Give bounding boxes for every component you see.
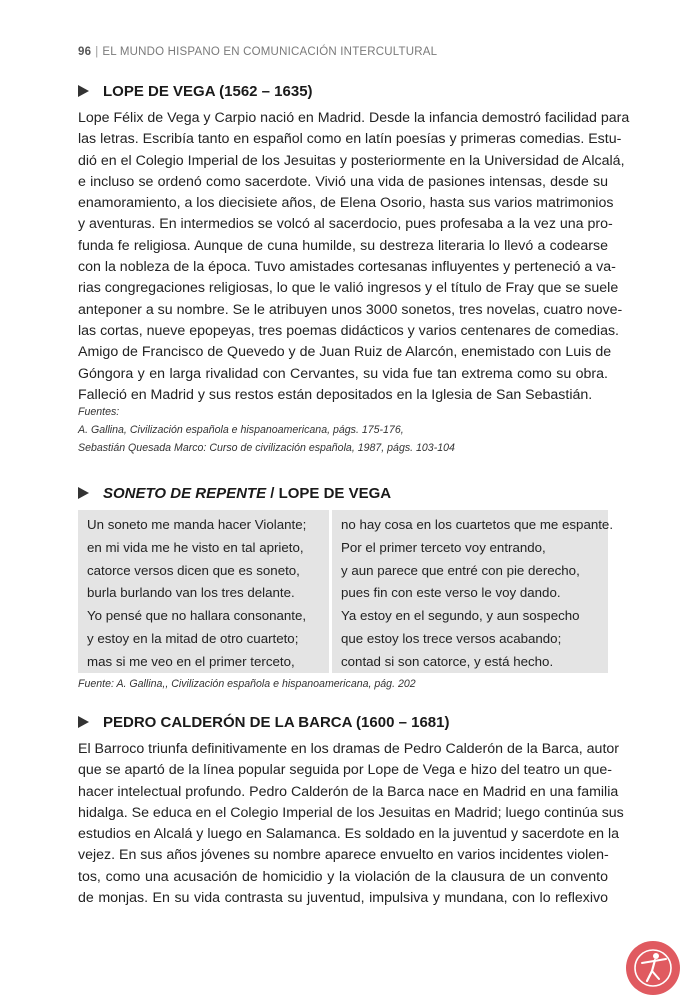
verse: en mi vida me he visto en tal aprieto, — [87, 539, 304, 555]
section-title-lope-de-vega — [78, 83, 313, 100]
poem-title: SONETO DE REPENTE — [103, 485, 267, 502]
text-line: las letras. Escribía tanto en español como en latín poesías y primeras comedias. Estu- — [78, 131, 622, 148]
verse: Un soneto me manda hacer Violante; — [87, 517, 307, 532]
verse: y aun parece que entré con pie derecho, — [341, 562, 580, 578]
poem-author: / LOPE DE VEGA — [266, 485, 392, 502]
text-line: Amigo de Francisco de Quevedo y de Juan Ruiz de Alarcón, enemistado con Luis de — [78, 344, 612, 361]
verse: Por el primer terceto voy entrando, — [341, 539, 546, 555]
source-entry: A. Gallina, Civilización española e hispanoamericana, págs. 175-176, — [78, 424, 404, 436]
verse: Yo pensé que no hallara consonante, — [87, 608, 307, 624]
triangle-bullet-icon — [78, 716, 89, 728]
text-line: con la nobleza de la época. Tuvo amistades cortesanas influyentes y perteneció a va- — [78, 259, 616, 276]
text-line: dió en el Colegio Imperial de los Jesuitas y posteriormente en la Universidad de Alcalá, — [78, 152, 625, 169]
text-line: Lope Félix de Vega y Carpio nació en Madrid. Desde la infancia demostró facilidad para — [78, 110, 630, 126]
section-title-soneto — [78, 485, 391, 502]
poem-source: Fuente: A. Gallina,, Civilización española e hispanoamericana, pág. 202 — [78, 678, 416, 690]
poem-column-left — [78, 510, 332, 673]
header-separator: | — [95, 46, 99, 58]
biography-calderon — [78, 739, 624, 909]
triangle-bullet-icon — [78, 487, 89, 499]
figure-logo-icon — [626, 941, 680, 995]
section-title-text: PEDRO CALDERÓN DE LA BARCA (1600 – 1681) — [103, 714, 450, 731]
verse: no hay cosa en los cuartetos que me espante. — [341, 517, 614, 532]
page-number: 96 — [78, 46, 92, 58]
verse: contad si son catorce, y está hecho. — [341, 653, 554, 669]
poem-box — [78, 510, 614, 673]
verse: y estoy en la mitad de otro cuarteto; — [87, 630, 299, 646]
text-line: que se apartó de la línea popular seguida por Lope de Vega e hizo del teatro un que- — [78, 762, 613, 779]
text-line: vejez. En sus años jóvenes su nombre aparece envuelto en varios incidentes violen- — [78, 847, 609, 864]
sources-label: Fuentes: — [78, 406, 120, 418]
verse: mas si me veo en el primer terceto, — [87, 653, 295, 669]
source-entry: Sebastián Quesada Marco: Curso de civilización española, 1987, págs. 103-104 — [78, 442, 455, 454]
text-line: y aventuras. En intermedios se volcó al sacerdocio, pues profesaba a la vez una pro- — [78, 216, 613, 233]
text-line: e incluso se ordenó como sacerdote. Vivió una vida de pasiones intensas, desde su — [78, 173, 608, 190]
verse: pues fin con este verso le voy dando. — [341, 585, 561, 601]
text-line: las cortas, nueve epopeyas, tres poemas didácticos y varios centenares de comedias. — [78, 322, 619, 339]
section-title-calderon — [78, 714, 449, 731]
sources-block — [78, 403, 608, 457]
text-line: funda fe religiosa. Aunque de cuna humilde, su destreza literaria lo llevó a codearse — [78, 237, 608, 254]
verse: burla burlando van los tres delante. — [87, 585, 295, 601]
text-line: enamoramiento, a los diecisiete años, de Elena Osorio, hasta sus varios matrimonios — [78, 195, 614, 212]
triangle-bullet-icon — [78, 85, 89, 97]
poem-column-right — [335, 510, 614, 673]
publisher-logo-icon — [626, 941, 680, 995]
running-header — [78, 46, 437, 58]
text-line: hidalga. Se educa en el Colegio Imperial de los Jesuitas en Madrid; luego continúa sus — [78, 804, 624, 821]
text-line: El Barroco triunfa definitivamente en los dramas de Pedro Calderón de la Barca, autor — [78, 741, 619, 757]
verse: que estoy los trece versos acabando; — [341, 630, 562, 646]
text-line: tos, como una acusación de homicidio y la violación de la clausura de un convento — [78, 868, 608, 885]
text-line: Falleció en Madrid y sus restos están depositados en la Iglesia de San Sebastián. — [78, 386, 593, 403]
text-line: Góngora y en larga rivalidad con Cervantes, su vida fue tan extrema como su obra. — [78, 365, 608, 382]
text-line: hacer intelectual profundo. Pedro Calderón de la Barca nace en Madrid en una familia — [78, 783, 619, 800]
text-line: rias congregaciones religiosas, lo que le valió ingresos y el título de Fray que se suele — [78, 280, 619, 297]
verse: catorce versos dicen que es soneto, — [87, 562, 300, 578]
text-line: estudios en Alcalá y luego en Salamanca. Es soldado en la juventud y sacerdote en la — [78, 826, 620, 843]
text-line: anteponer a su nombre. Se le atribuyen unos 3000 sonetos, tres novelas, cuatro nove- — [78, 301, 623, 318]
section-title-text: LOPE DE VEGA (1562 – 1635) — [103, 83, 313, 100]
biography-lope-de-vega — [78, 108, 630, 406]
running-title: EL MUNDO HISPANO EN COMUNICACIÓN INTERCULTURAL — [102, 46, 438, 58]
verse: Ya estoy en el segundo, y aun sospecho — [341, 608, 580, 624]
text-line: de monjas. En su vida contrasta su juventud, impulsiva y mundana, con lo reflexivo — [78, 890, 608, 907]
